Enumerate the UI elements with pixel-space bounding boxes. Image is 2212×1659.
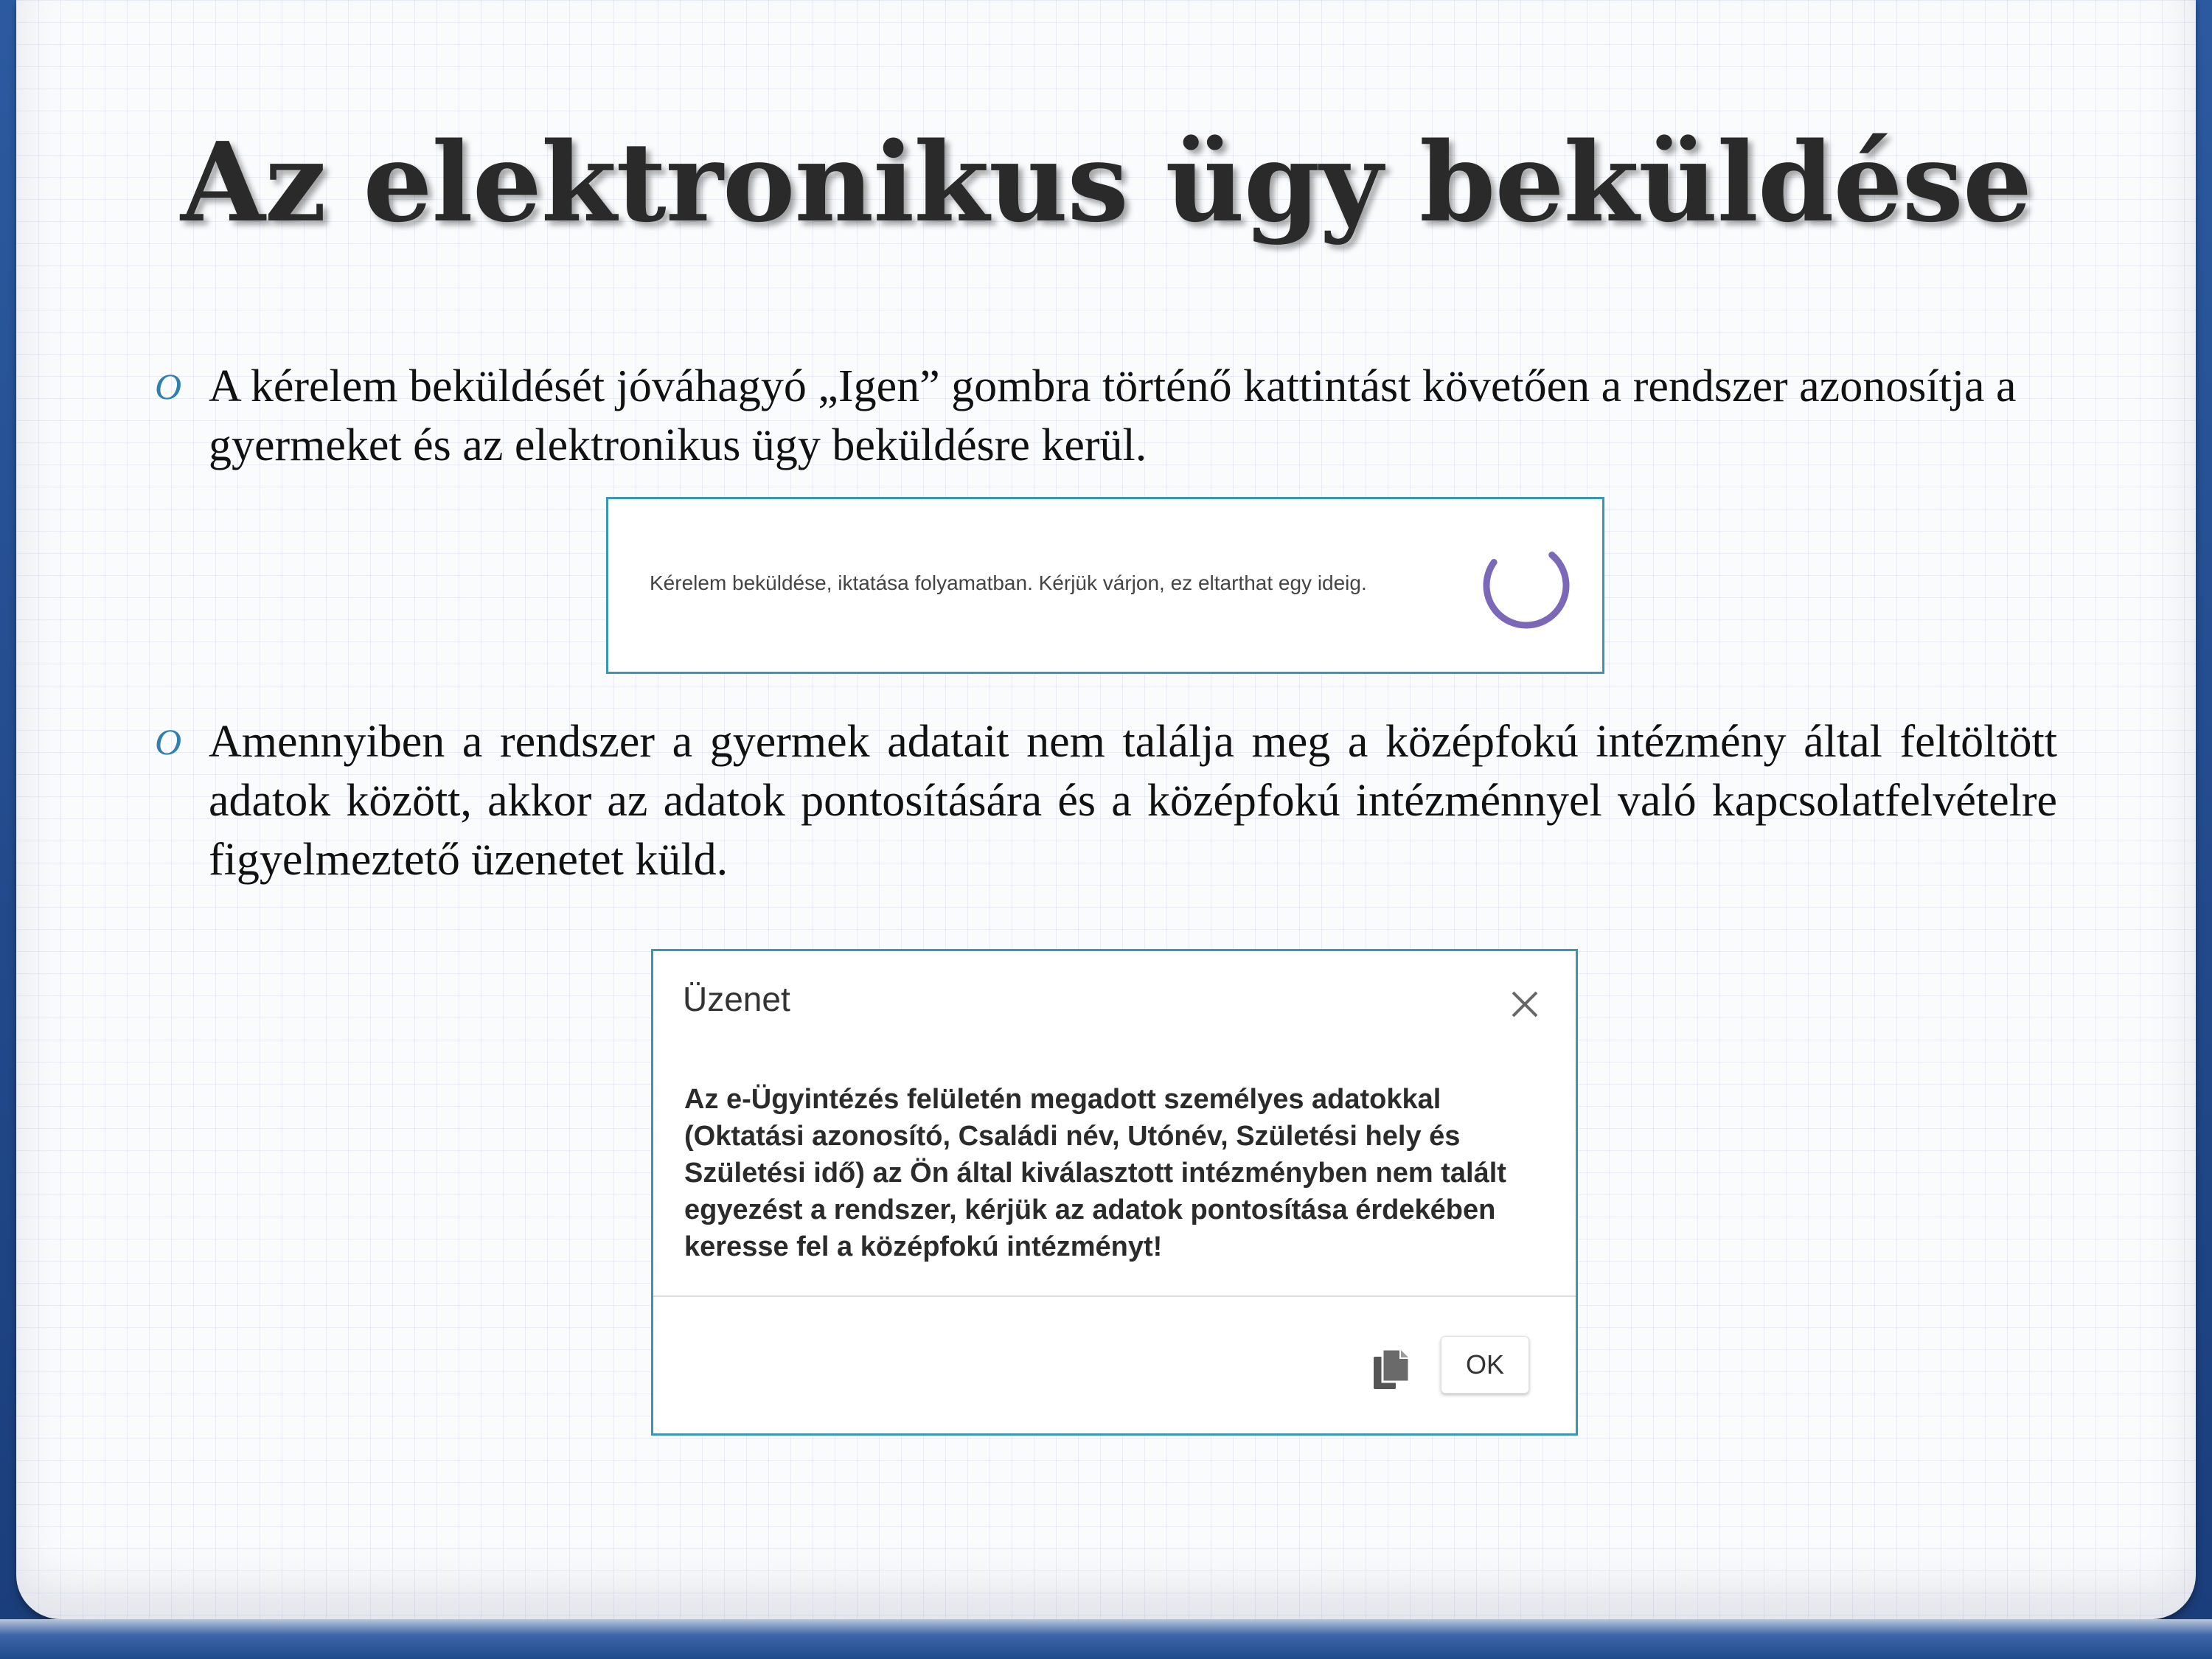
bullet-marker: O [155,366,182,407]
progress-message: Kérelem beküldése, iktatása folyamatban. Kérjük várjon, ez eltarthat egy ideig. [650,571,1367,594]
bullet-marker: O [155,721,182,762]
bullet-text: A kérelem beküldését jóváhagyó „Igen” gombra történő kattintást követően a rendszer azonosítja a gyermeket és az elektronikus ügy beküldésre kerül. [209,361,2017,470]
slide-bottom-border [0,1619,2212,1659]
ok-button[interactable]: OK [1441,1336,1529,1394]
message-dialog [651,949,1578,1436]
bullet-item [155,712,2057,889]
bullet-item [155,357,2057,475]
close-icon[interactable] [1509,988,1541,1020]
copy-icon[interactable] [1372,1348,1411,1392]
dialog-message: Az e-Ügyintézés felületén megadott személyes adatokkal (Oktatási azonosító, Családi név, Utónév, Születési hely és Születési idő) az Ön által kiválasztott intézményben nem talált egyezést a rendszer, kérjük az adatok pontosítása érdekében keresse fel a középfokú intézményt! [684,1084,1506,1262]
dialog-title: Üzenet [683,980,790,1018]
slide-title: Az elektronikus ügy beküldése [180,118,2032,246]
bullet-text: Amennyiben a rendszer a gyermek adatait nem találja meg a középfokú intézmény által feltöltött adatok között, akkor az adatok pontosítására és a középfokú intézménnyel való kapcsolatfelvételre figyelmeztető üzenetet küld. [209,717,2057,885]
dialog-divider [653,1295,1576,1297]
progress-panel [606,497,1604,674]
loading-spinner-icon [1478,538,1574,633]
